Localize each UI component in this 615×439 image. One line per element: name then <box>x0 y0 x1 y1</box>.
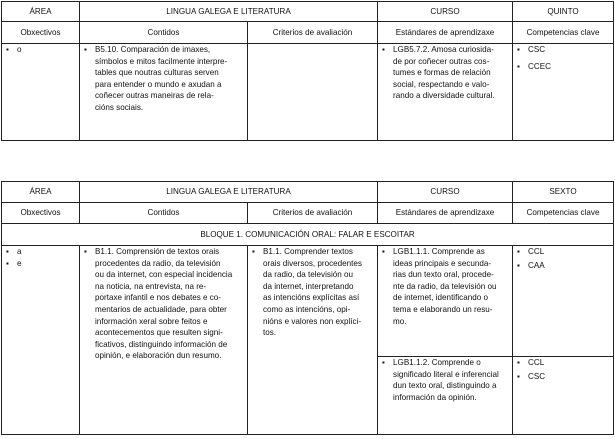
competence-item: ▪ CSC <box>513 371 613 383</box>
curriculum-table-quinto <box>1 1 614 141</box>
objectives-cell <box>2 44 80 141</box>
competence-item: ▪ CAA <box>513 260 613 272</box>
objective-item: ▪ a <box>2 246 79 258</box>
col-contents: Contidos <box>80 203 248 224</box>
col-competences: Competencias clave <box>513 203 614 224</box>
col-standards: Estándares de aprendizaxe <box>378 203 513 224</box>
contents-cell <box>80 246 248 435</box>
criterion-item: ▪ B1.1. Comprender textos orais diversos, procedentes da radio, da televisión ou da internet, interpretando as intencións explícitas así como as intencións, opi- nións e valores non explíci- tos. <box>248 246 377 339</box>
block-title: BLOQUE 1. COMUNICACIÓN ORAL: FALAR E ESCOITAR <box>2 224 614 246</box>
grade-label: SEXTO <box>513 182 614 203</box>
competence-item: ▪ CCL <box>513 246 613 258</box>
objective-item: ▪ o <box>2 44 79 56</box>
subject-title: LINGUA GALEGA E LITERATURA <box>80 182 378 203</box>
curso-label: CURSO <box>378 2 513 22</box>
standard-item: ▪ LGB5.7.2. Amosa curiosida- de por coñecer outras cos- tumes e formas de relación social, respectando e valo- rando a diversidade cultural. <box>378 44 512 102</box>
standards-cell <box>378 246 513 357</box>
area-label: ÁREA <box>2 2 80 22</box>
contents-cell <box>80 44 248 141</box>
competence-item: ▪ CCEC <box>513 61 613 73</box>
standard-item: ▪ LGB1.1.2. Comprende o significado literal e inferencial dun texto oral, distinguindo a información da opinión. <box>378 357 512 403</box>
curriculum-table-sexto <box>1 181 614 435</box>
col-objectives: Obxectivos <box>2 203 80 224</box>
standards-cell <box>378 357 513 435</box>
standards-cell <box>378 44 513 141</box>
subject-title: LINGUA GALEGA E LITERATURA <box>80 2 378 22</box>
competences-cell <box>513 44 614 141</box>
criteria-cell <box>248 246 378 435</box>
col-contents: Contidos <box>80 22 248 44</box>
competence-item: ▪ CCL <box>513 357 613 369</box>
content-item: ▪ B5.10. Comparación de imaxes, símbolos e mitos facilmente interpre- tables que noutras culturas serven para entender o mundo e axudan a coñecer outras maneiras de rela- cións sociais. <box>80 44 247 114</box>
col-criteria: Criterios de avaliación <box>248 203 378 224</box>
objectives-cell <box>2 246 80 435</box>
col-objectives: Obxectivos <box>2 22 80 44</box>
col-competences: Competencias clave <box>513 22 614 44</box>
competences-cell <box>513 357 614 435</box>
competences-cell <box>513 246 614 357</box>
col-criteria: Criterios de avaliación <box>248 22 378 44</box>
col-standards: Estándares de aprendizaxe <box>378 22 513 44</box>
grade-label: QUINTO <box>513 2 614 22</box>
competence-item: ▪ CSC <box>513 44 613 56</box>
standard-item: ▪ LGB1.1.1. Comprende as ideas principais e secunda- rias dun texto oral, procede- nte da radio, da televisión ou de internet, identificando o tema e elaborando un resu- mo. <box>378 246 512 327</box>
area-label: ÁREA <box>2 182 80 203</box>
curso-label: CURSO <box>378 182 513 203</box>
content-item: ▪ B1.1. Comprensión de textos orais procedentes da radio, da televisión ou da internet, con especial incidencia na noticia, na entrevista, na re- portaxe infantil e nos debates e co- mentarios de actualidade, para obter información xeral sobre feitos e acontecementos que resulten signi- ficativos, distinguindo información de opinión, e elaboración dun resumo. <box>80 246 247 362</box>
criteria-cell <box>248 44 378 141</box>
objective-item: ▪ e <box>2 258 79 270</box>
